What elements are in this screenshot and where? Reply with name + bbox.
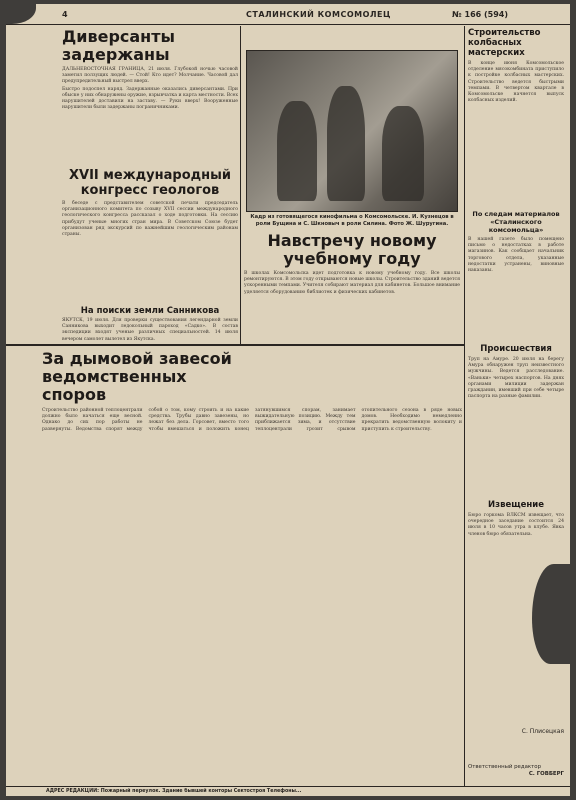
editor-name: С. ГОВБЕРГ xyxy=(528,771,564,777)
article-body: В беседе с представителем советской печати председатель организационного комитета по созыву XVII сессии международного геологического конгресса рассказал о ходе подготовки. На сессию прибудут ученые многих стран мира. В Советском Союзе будет организован ряд экскурсий по важнейшим геологическим районам страны. xyxy=(62,201,238,238)
article-smoke-screen xyxy=(42,350,462,780)
article-follow-up xyxy=(468,210,564,340)
article-incidents xyxy=(468,344,564,484)
article-headline: За дымовой завесой ведомственных споров xyxy=(42,350,232,404)
article-headline: По следам материалов «Сталинского комсомольца» xyxy=(472,210,560,234)
article-body: В конце июня Комсомольское отделение мясокомбината приступило к постройке колбасных мастерских. Строительство ведется быстрыми темпами. В четвертом квартале в Комсомольске начнется выпуск колбасных изделий. xyxy=(468,61,564,104)
article-sannikov xyxy=(62,306,238,342)
signature xyxy=(468,728,564,740)
torn-edge xyxy=(532,564,570,664)
author-signature: С. Плисецкая xyxy=(521,728,564,735)
article-headline: Извещение xyxy=(488,500,544,510)
article-school-year xyxy=(244,232,460,342)
article-body: Строительство районной теплоцентрали должно было начаться еще весной. Однако до сих пор работы не развернуты. Ведомства спорят между собой о том, кому строить и на какие средства. Трубы давно завезены, но лежат без дела. Горсовет, вместо того чтобы вмешаться и положить конец затянувшимся спорам, занимает выжидательную позицию. Между тем приближается зима, и отсутствие теплоцентрали грозит срывом отопительного сезона в ряде новых домов. Необходимо немедленно прекратить ведомственную волокиту и приступить к строительству. xyxy=(42,408,462,432)
column-rule xyxy=(464,26,465,786)
article-lead: ДАЛЬНЕВОСТОЧНАЯ ГРАНИЦА, 21 июля. Глубокой ночью часовой заметил ползущих людей. — Стой! Кто идет? Молчание. Часовой дал предупредительный выстрел вверх. xyxy=(62,67,238,85)
article-body: Бюро горкома ВЛКСМ извещает, что очередное заседание состоится 24 июля в 10 часов утра в клубе. Явка членов бюро обязательна. xyxy=(468,513,564,537)
masthead xyxy=(6,4,570,25)
article-headline: Строительство колбасных мастерских xyxy=(468,28,541,58)
footer-rule xyxy=(6,786,570,787)
editor-block xyxy=(468,764,564,784)
article-sausage-shops xyxy=(468,28,564,204)
article-body: ЯКУТСК, 19 июля. Для проверки существования легендарной земли Санникова выходит ледокольный пароход «Садко». В состав экспедиции входят ученые различных специальностей. 14 июля вечером самолет вылетел из Якутска. xyxy=(62,318,238,342)
paper-name: СТАЛИНСКИЙ КОМСОМОЛЕЦ xyxy=(246,10,391,19)
article-body: В нашей газете было помещено письмо о недостатках в работе магазинов. Как сообщает начальник торгового отдела, указанные недостатки устранены, виновные наказаны. xyxy=(468,237,564,274)
section-rule xyxy=(6,344,464,346)
article-body: В школах Комсомольска идет подготовка к новому учебному году. Все школы ремонтируются. В этом году открываются новые школы. Строительство зданий ведется ускоренными темпами. Учителя собирают материал для кабинетов. Большое внимание уделяется оборудованию библиотек и физических кабинетов. xyxy=(244,271,460,295)
article-body: Быстро подоспел наряд. Задержанные оказались диверсантами. При обыске у них обнаружены оружие, взрывчатка и карта местности. Всех нарушителей доставили на заставу. — Руки вверх! Вооруженные нарушители были задержаны пограничниками. xyxy=(62,86,238,111)
article-body: Труп на Амуре. 20 июля на берегу Амура обнаружен труп неизвестного мужчины. Ведется расследование. «Ваньки» четырех наспортов. На днях органами милиции задержан гражданин, имевший при себе четыре паспорта на разные фамилии. xyxy=(468,357,564,400)
page-number: 4 xyxy=(62,10,68,19)
photo-caption: Кадр из готовящегося кинофильма о Комсомольске. И. Кузнецов в роли Бущина и С. Шкновыч в роли Силина. Фото Ж. Шуругина. xyxy=(250,214,454,227)
column-rule xyxy=(240,26,241,344)
article-headline: Диверсанты задержаны xyxy=(62,28,175,64)
film-still-photo xyxy=(246,50,458,212)
article-headline: На поиски земли Санникова xyxy=(80,306,220,316)
article-headline: XVII международный конгресс геологов xyxy=(69,168,231,198)
article-geologists xyxy=(62,168,238,316)
article-headline: Навстречу новому учебному году xyxy=(267,232,437,268)
article-headline: Происшествия xyxy=(480,344,552,354)
editor-title: Ответственный редактор xyxy=(468,764,542,770)
article-saboteurs xyxy=(62,28,238,164)
newspaper-page xyxy=(6,4,570,796)
footer-address: АДРЕС РЕДАКЦИИ: Пожарный переулок. Здание бывшей конторы Сектостроя Телефоны... xyxy=(46,789,302,794)
issue-number: № 166 (594) xyxy=(452,10,508,19)
